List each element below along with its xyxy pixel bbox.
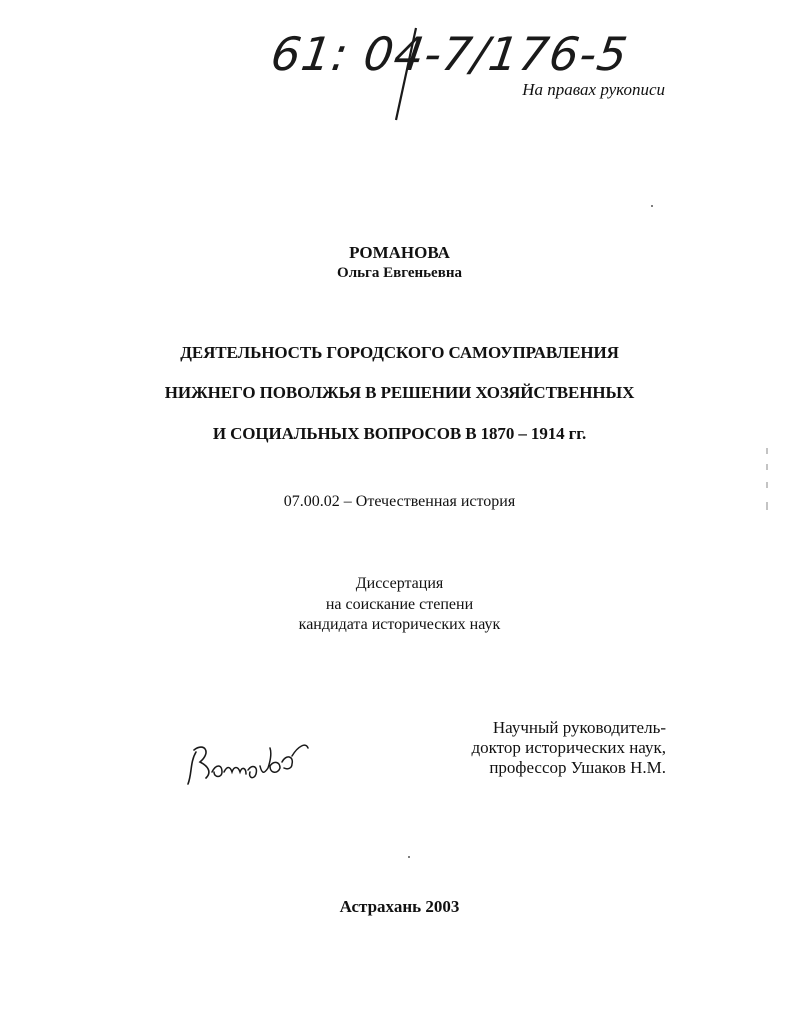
archive-number-text: 61: 04-7/176-5: [267, 27, 632, 81]
author-signature: [182, 722, 322, 792]
title-line-1: ДЕЯТЕЛЬНОСТЬ ГОРОДСКОГО САМОУПРАВЛЕНИЯ: [180, 343, 619, 362]
supervisor-line-3: профессор Ушаков Н.М.: [489, 758, 666, 777]
title-line-3: И СОЦИАЛЬНЫХ ВОПРОСОВ В 1870 – 1914 гг.: [212, 424, 587, 443]
speck: [408, 856, 410, 858]
specialty-code: 07.00.02 – Отечественная история: [283, 493, 516, 510]
degree-line-1: Диссертация: [355, 575, 444, 592]
degree-line-3: кандидата исторических наук: [298, 616, 501, 633]
supervisor-line-2: доктор исторических наук,: [471, 738, 666, 757]
degree-line-2: на соискание степени: [325, 596, 474, 613]
rights-note: На правах рукописи: [522, 80, 665, 99]
author-name: Ольга Евгеньевна: [337, 265, 462, 281]
title-line-2: НИЖНЕГО ПОВОЛЖЬЯ В РЕШЕНИИ ХОЗЯЙСТВЕННЫХ: [164, 383, 635, 402]
supervisor-line-1: Научный руководитель-: [492, 718, 666, 737]
author-surname: РОМАНОВА: [349, 243, 450, 262]
city-year: Астрахань 2003: [339, 897, 460, 916]
speck: [651, 205, 653, 207]
